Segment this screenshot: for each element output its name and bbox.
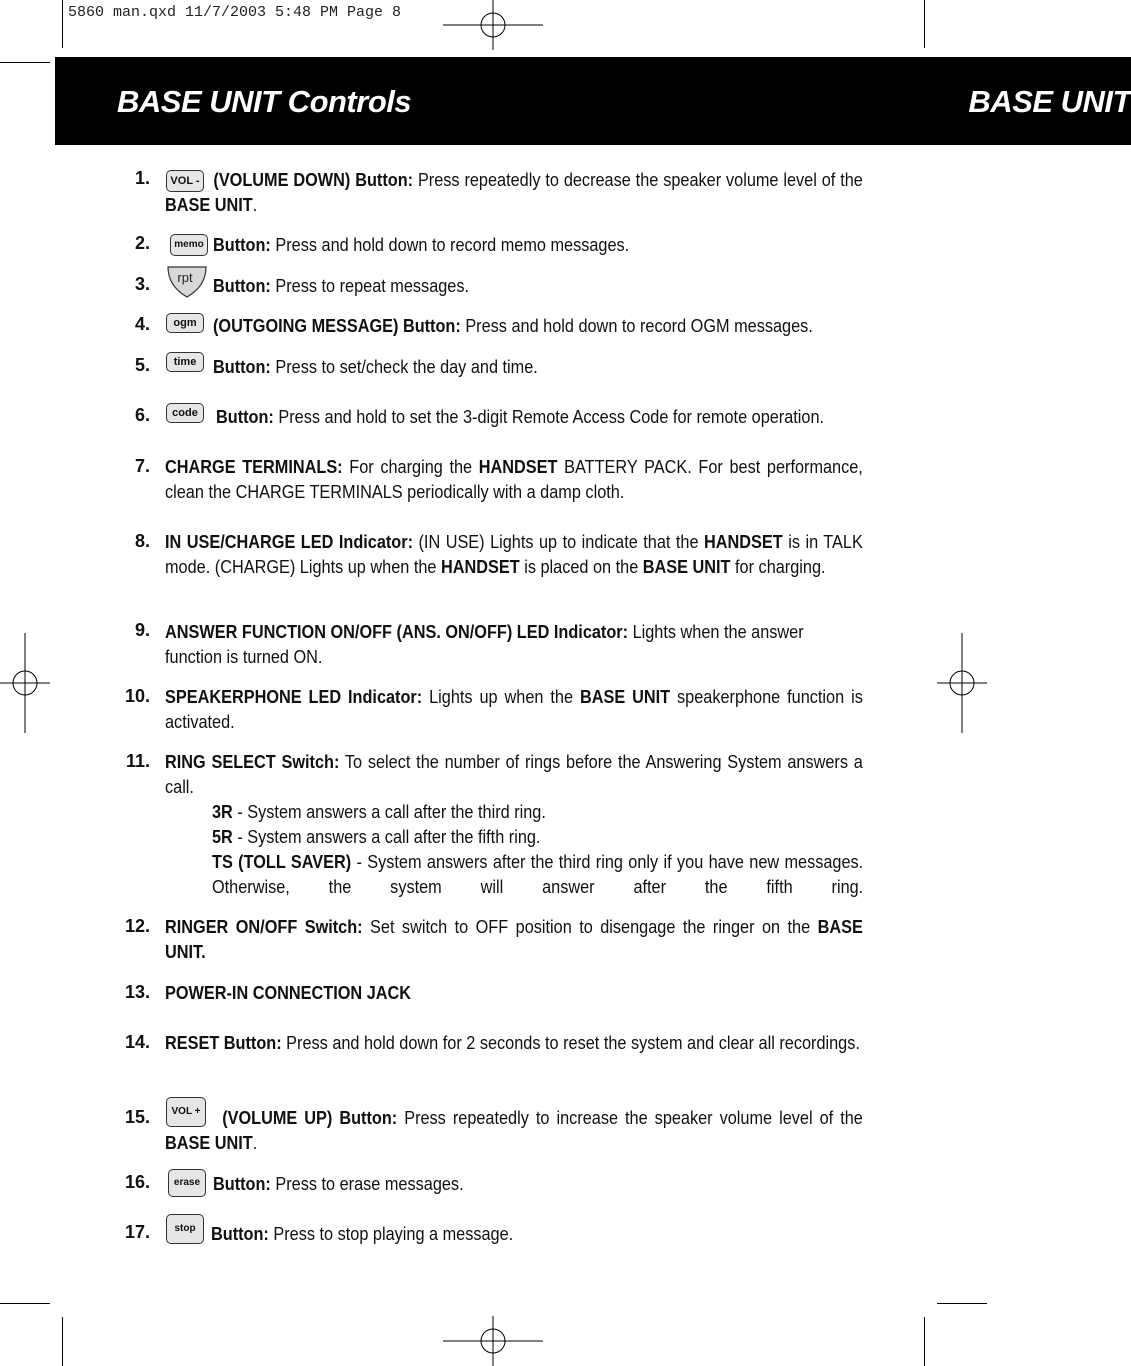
item-number: 4. (134, 314, 150, 334)
list-item: Button: Press to set/check the day and time. (213, 356, 538, 377)
list-item: Button: Press and hold to set the 3-digit Remote Access Code for remote operation. (216, 406, 825, 427)
section-title: BASE UNIT (968, 84, 1131, 119)
list-item: (VOLUME DOWN) Button: Press repeatedly to decrease the speaker volume level of the BASE UNIT. (165, 169, 863, 215)
list-item: Button: Press to erase messages. (213, 1173, 464, 1194)
item-number: 5. (134, 355, 150, 375)
item-number: 1. (134, 168, 150, 188)
list-item: Button: Press to stop playing a message. (211, 1223, 514, 1244)
code-key-icon: code (166, 403, 204, 423)
list-item: (OUTGOING MESSAGE) Button: Press and hold down to record OGM messages. (213, 315, 813, 336)
list-item: (VOLUME UP) Button: Press repeatedly to increase the speaker volume level of the BASE UNIT. (165, 1107, 863, 1153)
vol-up-key-icon: VOL + (166, 1097, 206, 1127)
list-item: RESET Button: Press and hold down for 2 seconds to reset the system and clear all recordings. (165, 1032, 860, 1053)
vol-down-key-icon: VOL - (166, 170, 204, 192)
item-number: 13. (124, 982, 150, 1002)
item-number: 12. (124, 916, 150, 936)
item-number: 2. (134, 233, 150, 253)
memo-key-icon: memo (170, 234, 208, 256)
list-item: IN USE/CHARGE LED Indicator: (IN USE) Lights up to indicate that the HANDSET is in TALK mode. (CHARGE) Lights up when the HANDSET is placed on the BASE UNIT for charging. (165, 531, 863, 577)
list-item: Button: Press to repeat messages. (213, 275, 470, 296)
erase-key-icon: erase (168, 1169, 206, 1197)
item-number: 9. (134, 620, 150, 640)
rpt-key-icon (166, 264, 208, 300)
ring-option: 3R - System answers a call after the third ring. (212, 801, 546, 822)
list-item: POWER-IN CONNECTION JACK (165, 982, 412, 1003)
item-number: 7. (134, 456, 150, 476)
time-key-icon: time (166, 352, 204, 372)
list-item: Button: Press and hold down to record memo messages. (213, 234, 630, 255)
list-item: RING SELECT Switch: To select the number of rings before the Answering System answers a call. (165, 751, 863, 797)
list-item: CHARGE TERMINALS: For charging the HANDSET BATTERY PACK. For best performance, clean the CHARGE TERMINALS periodically with a damp cloth. (165, 456, 863, 502)
stop-key-icon: stop (166, 1214, 204, 1244)
item-number: 17. (124, 1222, 150, 1242)
item-number: 10. (124, 686, 150, 706)
list-item: RINGER ON/OFF Switch: Set switch to OFF position to disengage the ringer on the BASE UNIT. (165, 916, 863, 962)
item-number: 15. (124, 1107, 150, 1127)
ring-option: 5R - System answers a call after the fifth ring. (212, 826, 541, 847)
page-title: BASE UNIT Controls (117, 84, 412, 119)
item-number: 3. (134, 274, 150, 294)
list-item: ANSWER FUNCTION ON/OFF (ANS. ON/OFF) LED Indicator: Lights when the answer function is turned ON. (165, 621, 804, 667)
svg-text:rpt: rpt (177, 270, 193, 285)
ring-option: TS (TOLL SAVER) - System answers after the third ring only if you have new messages. Otherwise, the system will answer after the fifth ring. (212, 851, 864, 897)
ogm-key-icon: ogm (166, 313, 204, 333)
item-number: 11. (125, 751, 150, 771)
item-number: 8. (134, 531, 150, 551)
item-number: 16. (124, 1172, 150, 1192)
item-number: 6. (134, 405, 150, 425)
item-number: 14. (124, 1032, 150, 1052)
print-slug: 5860 man.qxd 11/7/2003 5:48 PM Page 8 (68, 4, 402, 21)
list-item: SPEAKERPHONE LED Indicator: Lights up when the BASE UNIT speakerphone function is activated. (165, 686, 863, 732)
